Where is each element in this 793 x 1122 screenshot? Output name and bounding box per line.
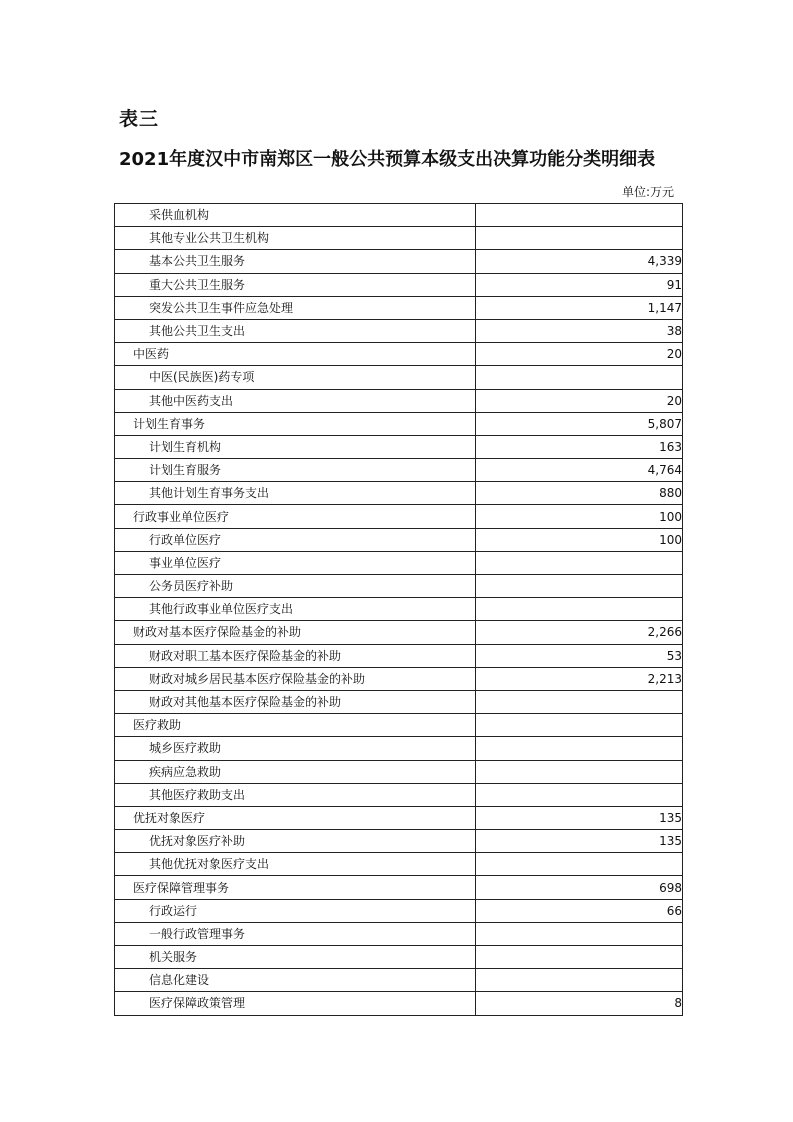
table-row bbox=[115, 598, 683, 621]
table-row bbox=[115, 505, 683, 528]
row-item-name: 财政对城乡居民基本医疗保险基金的补助 bbox=[115, 667, 476, 690]
row-item-name: 信息化建设 bbox=[115, 969, 476, 992]
table-row bbox=[115, 946, 683, 969]
row-amount bbox=[476, 551, 683, 574]
row-amount: 4,764 bbox=[476, 459, 683, 482]
row-amount: 163 bbox=[476, 435, 683, 458]
table-row bbox=[115, 714, 683, 737]
table-row bbox=[115, 621, 683, 644]
row-item-name: 城乡医疗救助 bbox=[115, 737, 476, 760]
row-item-name: 计划生育机构 bbox=[115, 435, 476, 458]
table-row bbox=[115, 482, 683, 505]
row-amount bbox=[476, 204, 683, 227]
table-row bbox=[115, 575, 683, 598]
row-item-name: 计划生育事务 bbox=[115, 412, 476, 435]
row-item-name: 其他行政事业单位医疗支出 bbox=[115, 598, 476, 621]
row-item-name: 医疗保障管理事务 bbox=[115, 876, 476, 899]
row-amount bbox=[476, 714, 683, 737]
row-amount: 38 bbox=[476, 319, 683, 342]
table-row bbox=[115, 366, 683, 389]
row-item-name: 其他医疗救助支出 bbox=[115, 783, 476, 806]
table-row bbox=[115, 459, 683, 482]
row-item-name: 公务员医疗补助 bbox=[115, 575, 476, 598]
row-amount bbox=[476, 969, 683, 992]
row-item-name: 一般行政管理事务 bbox=[115, 922, 476, 945]
table-row bbox=[115, 273, 683, 296]
row-item-name: 基本公共卫生服务 bbox=[115, 250, 476, 273]
row-amount: 880 bbox=[476, 482, 683, 505]
table-row bbox=[115, 876, 683, 899]
row-item-name: 其他优抚对象医疗支出 bbox=[115, 853, 476, 876]
row-item-name: 其他计划生育事务支出 bbox=[115, 482, 476, 505]
table-row bbox=[115, 922, 683, 945]
row-item-name: 财政对职工基本医疗保险基金的补助 bbox=[115, 644, 476, 667]
row-amount: 698 bbox=[476, 876, 683, 899]
row-amount: 8 bbox=[476, 992, 683, 1015]
row-amount bbox=[476, 922, 683, 945]
table-row bbox=[115, 389, 683, 412]
table-row bbox=[115, 737, 683, 760]
row-item-name: 其他专业公共卫生机构 bbox=[115, 227, 476, 250]
row-item-name: 行政运行 bbox=[115, 899, 476, 922]
table-row bbox=[115, 853, 683, 876]
table-row bbox=[115, 667, 683, 690]
row-item-name: 事业单位医疗 bbox=[115, 551, 476, 574]
row-amount bbox=[476, 575, 683, 598]
table-row bbox=[115, 435, 683, 458]
row-amount: 5,807 bbox=[476, 412, 683, 435]
row-item-name: 优抚对象医疗补助 bbox=[115, 830, 476, 853]
table-row bbox=[115, 250, 683, 273]
row-item-name: 医疗救助 bbox=[115, 714, 476, 737]
row-amount: 2,266 bbox=[476, 621, 683, 644]
row-amount: 135 bbox=[476, 806, 683, 829]
row-amount: 91 bbox=[476, 273, 683, 296]
row-amount bbox=[476, 946, 683, 969]
row-item-name: 机关服务 bbox=[115, 946, 476, 969]
row-amount: 20 bbox=[476, 389, 683, 412]
budget-table-body bbox=[115, 204, 683, 1016]
row-amount bbox=[476, 366, 683, 389]
table-row bbox=[115, 644, 683, 667]
row-item-name: 优抚对象医疗 bbox=[115, 806, 476, 829]
row-amount bbox=[476, 853, 683, 876]
table-row bbox=[115, 806, 683, 829]
row-item-name: 行政单位医疗 bbox=[115, 528, 476, 551]
document-title: 2021年度汉中市南郑区一般公共预算本级支出决算功能分类明细表 bbox=[119, 149, 656, 170]
row-amount: 2,213 bbox=[476, 667, 683, 690]
table-row bbox=[115, 296, 683, 319]
row-amount bbox=[476, 227, 683, 250]
row-amount: 100 bbox=[476, 505, 683, 528]
table-row bbox=[115, 343, 683, 366]
table-row bbox=[115, 783, 683, 806]
table-row bbox=[115, 969, 683, 992]
row-amount: 66 bbox=[476, 899, 683, 922]
row-amount: 20 bbox=[476, 343, 683, 366]
row-item-name: 中医(民族医)药专项 bbox=[115, 366, 476, 389]
row-amount bbox=[476, 760, 683, 783]
table-number-label: 表三 bbox=[119, 108, 160, 130]
row-amount: 4,339 bbox=[476, 250, 683, 273]
row-item-name: 其他公共卫生支出 bbox=[115, 319, 476, 342]
row-amount bbox=[476, 690, 683, 713]
row-item-name: 行政事业单位医疗 bbox=[115, 505, 476, 528]
row-amount bbox=[476, 783, 683, 806]
row-item-name: 医疗保障政策管理 bbox=[115, 992, 476, 1015]
table-row bbox=[115, 690, 683, 713]
row-item-name: 计划生育服务 bbox=[115, 459, 476, 482]
table-row bbox=[115, 551, 683, 574]
row-amount bbox=[476, 737, 683, 760]
table-row bbox=[115, 204, 683, 227]
row-item-name: 突发公共卫生事件应急处理 bbox=[115, 296, 476, 319]
row-item-name: 财政对基本医疗保险基金的补助 bbox=[115, 621, 476, 644]
budget-table bbox=[114, 203, 683, 1016]
table-row bbox=[115, 760, 683, 783]
table-row bbox=[115, 319, 683, 342]
row-item-name: 疾病应急救助 bbox=[115, 760, 476, 783]
row-item-name: 采供血机构 bbox=[115, 204, 476, 227]
table-row bbox=[115, 227, 683, 250]
row-item-name: 中医药 bbox=[115, 343, 476, 366]
table-row bbox=[115, 899, 683, 922]
row-item-name: 其他中医药支出 bbox=[115, 389, 476, 412]
table-row bbox=[115, 830, 683, 853]
row-amount: 100 bbox=[476, 528, 683, 551]
table-row bbox=[115, 992, 683, 1015]
row-amount: 135 bbox=[476, 830, 683, 853]
row-amount: 53 bbox=[476, 644, 683, 667]
row-item-name: 财政对其他基本医疗保险基金的补助 bbox=[115, 690, 476, 713]
row-amount: 1,147 bbox=[476, 296, 683, 319]
row-item-name: 重大公共卫生服务 bbox=[115, 273, 476, 296]
table-row bbox=[115, 412, 683, 435]
table-row bbox=[115, 528, 683, 551]
row-amount bbox=[476, 598, 683, 621]
unit-label: 单位:万元 bbox=[621, 185, 674, 199]
